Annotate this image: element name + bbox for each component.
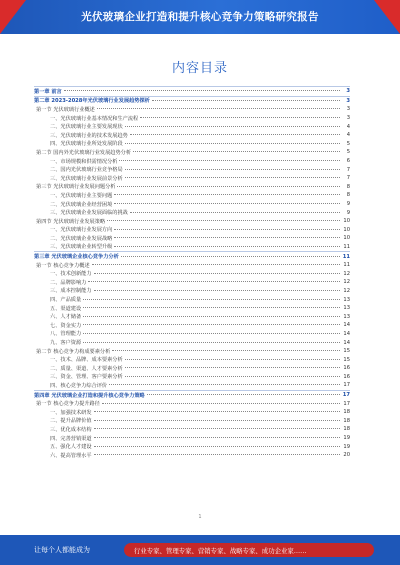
toc-entry[interactable] xyxy=(34,131,350,140)
toc-leader-dots xyxy=(130,211,340,213)
toc-leader-dots xyxy=(92,263,340,265)
toc-entry[interactable] xyxy=(34,191,350,200)
toc-entry-label: 六、人才储备 xyxy=(50,314,82,321)
toc-entry-label: 第一节 光伏玻璃行业概述 xyxy=(36,106,95,113)
toc-entry-label: 二、品牌影响力 xyxy=(50,279,87,286)
toc-entry-page: 13 xyxy=(343,305,350,312)
toc-entry-page: 7 xyxy=(346,175,350,182)
toc-entry-label: 一、光伏玻璃行业基本情况和生产流程 xyxy=(50,115,139,122)
toc-entry-label: 第一章 前言 xyxy=(34,88,62,95)
toc-entry[interactable] xyxy=(34,157,350,166)
report-title: 光伏玻璃企业打造和提升核心竞争力策略研究报告 xyxy=(81,11,319,23)
toc-entry-page: 3 xyxy=(346,97,350,104)
toc-entry[interactable] xyxy=(34,269,350,278)
toc-leader-dots xyxy=(83,298,340,300)
toc-entry-label: 二、光伏玻璃行业主要发展现状 xyxy=(50,124,123,131)
toc-leader-dots xyxy=(97,107,340,109)
toc-entry-page: 10 xyxy=(343,235,350,242)
toc-entry-label: 五、渠道建设 xyxy=(50,305,82,312)
toc-entry-page: 14 xyxy=(343,322,350,329)
toc-entry-page: 15 xyxy=(343,348,350,355)
toc-entry[interactable] xyxy=(34,451,350,460)
toc-entry-page: 20 xyxy=(343,452,350,459)
toc-leader-dots xyxy=(83,323,340,325)
toc-entry-label: 三、成本控制能力 xyxy=(50,288,92,295)
toc-entry-page: 18 xyxy=(343,417,350,424)
toc-entry-page: 9 xyxy=(346,209,350,216)
toc-entry-label: 八、管理能力 xyxy=(50,331,82,338)
footer-pill-text: 行业专家、管理专家、营销专家、战略专家、成功企业家…… xyxy=(134,547,307,555)
toc-entry-page: 6 xyxy=(346,158,350,165)
toc-leader-dots xyxy=(140,116,340,118)
toc-entry[interactable] xyxy=(34,425,350,434)
toc-leader-dots xyxy=(125,375,340,377)
table-of-contents xyxy=(34,86,350,460)
toc-entry-page: 16 xyxy=(343,365,350,372)
toc-entry[interactable] xyxy=(34,122,350,131)
toc-entry[interactable] xyxy=(34,330,350,339)
toc-entry-label: 五、强化人才建设 xyxy=(50,444,92,451)
toc-entry-page: 7 xyxy=(346,166,350,173)
toc-entry[interactable] xyxy=(34,140,350,149)
toc-entry[interactable] xyxy=(34,304,350,313)
toc-leader-dots xyxy=(125,125,340,127)
toc-entry-label: 二、提升品牌价值 xyxy=(50,418,92,425)
toc-entry-label: 七、资金实力 xyxy=(50,322,82,329)
toc-leader-dots xyxy=(133,150,340,152)
toc-entry[interactable] xyxy=(34,148,350,157)
toc-leader-dots xyxy=(83,315,340,317)
toc-entry-page: 14 xyxy=(343,330,350,337)
toc-entry-page: 17 xyxy=(342,392,350,399)
toc-entry-page: 10 xyxy=(343,218,350,225)
toc-entry[interactable] xyxy=(34,390,350,400)
toc-entry-label: 第一节 核心竞争力提升路径 xyxy=(36,401,100,408)
toc-entry-page: 13 xyxy=(343,296,350,303)
toc-entry-label: 第一节 核心竞争力概述 xyxy=(36,262,90,269)
toc-entry-label: 第二章 2023-2028年光伏玻璃行业发展趋势探析 xyxy=(34,98,150,105)
toc-leader-dots xyxy=(107,219,340,221)
toc-heading: 内容目录 xyxy=(171,61,228,76)
header-accent-left xyxy=(0,0,26,34)
toc-entry-label: 三、光伏玻璃企业转型升级 xyxy=(50,244,113,251)
toc-entry-page: 11 xyxy=(343,262,350,269)
toc-entry[interactable] xyxy=(34,278,350,287)
toc-leader-dots xyxy=(64,89,340,91)
toc-leader-dots xyxy=(94,410,340,412)
toc-entry-label: 二、光伏玻璃企业发展战略 xyxy=(50,235,113,242)
toc-entry[interactable] xyxy=(34,399,350,408)
toc-leader-dots xyxy=(112,349,340,351)
toc-entry[interactable] xyxy=(34,174,350,183)
footer-slogan: 让每个人都能成为 xyxy=(34,546,90,554)
toc-entry[interactable] xyxy=(34,295,350,304)
toc-entry-label: 四、产品质量 xyxy=(50,297,82,304)
toc-leader-dots xyxy=(83,306,340,308)
toc-entry[interactable] xyxy=(34,408,350,417)
toc-leader-dots xyxy=(117,185,340,187)
toc-entry[interactable] xyxy=(34,347,350,356)
toc-entry-label: 第二节 国内外光伏玻璃行业发展趋势分析 xyxy=(36,149,132,156)
toc-entry-page: 19 xyxy=(343,443,350,450)
toc-entry[interactable] xyxy=(34,226,350,235)
toc-entry[interactable] xyxy=(34,251,350,261)
footer-pill xyxy=(124,543,374,557)
toc-leader-dots xyxy=(121,255,340,257)
toc-entry-page: 17 xyxy=(343,400,350,407)
footer-banner xyxy=(0,535,400,565)
toc-entry[interactable] xyxy=(34,165,350,174)
toc-entry-label: 第三节 光伏玻璃行业发展问题分析 xyxy=(36,184,116,191)
toc-entry-page: 4 xyxy=(346,132,350,139)
header-accent-right xyxy=(374,0,400,34)
toc-leader-dots xyxy=(152,99,340,101)
toc-leader-dots xyxy=(147,393,340,395)
toc-entry-label: 二、国内光伏玻璃行业竞争格局 xyxy=(50,167,123,174)
toc-leader-dots xyxy=(125,358,340,360)
toc-leader-dots xyxy=(130,133,340,135)
toc-entry[interactable] xyxy=(34,114,350,123)
toc-entry[interactable] xyxy=(34,105,350,114)
toc-entry-label: 第二节 核心竞争力构成要素分析 xyxy=(36,348,111,355)
toc-entry-page: 15 xyxy=(343,356,350,363)
toc-entry-label: 一、技术、品牌、成本要素分析 xyxy=(50,357,123,364)
toc-entry[interactable] xyxy=(34,364,350,373)
toc-entry-label: 第四节 光伏玻璃行业发展策略 xyxy=(36,218,106,225)
toc-entry-label: 三、优化成本结构 xyxy=(50,426,92,433)
toc-entry[interactable] xyxy=(34,96,350,106)
toc-entry[interactable] xyxy=(34,234,350,243)
toc-entry[interactable] xyxy=(34,355,350,364)
toc-entry[interactable] xyxy=(34,338,350,347)
toc-entry-page: 3 xyxy=(346,88,350,95)
toc-entry-page: 10 xyxy=(343,226,350,233)
toc-entry[interactable] xyxy=(34,434,350,443)
toc-entry-page: 12 xyxy=(343,270,350,277)
toc-leader-dots xyxy=(125,366,340,368)
toc-entry-label: 第四章 光伏玻璃企业打造和提升核心竞争力策略 xyxy=(34,392,145,399)
toc-entry-label: 一、技术创新能力 xyxy=(50,271,92,278)
toc-entry-page: 17 xyxy=(343,382,350,389)
toc-entry-page: 14 xyxy=(343,339,350,346)
toc-entry-label: 二、质量、渠道、人才要素分析 xyxy=(50,365,123,372)
toc-entry-label: 三、光伏玻璃行业的技术发展趋势 xyxy=(50,132,128,139)
toc-entry-page: 19 xyxy=(343,435,350,442)
toc-entry[interactable] xyxy=(34,208,350,217)
toc-leader-dots xyxy=(83,341,340,343)
toc-entry-page: 18 xyxy=(343,426,350,433)
toc-entry-page: 12 xyxy=(343,287,350,294)
toc-entry-label: 第三章 光伏玻璃企业核心竞争力分析 xyxy=(34,254,119,261)
toc-leader-dots xyxy=(109,383,340,385)
toc-leader-dots xyxy=(88,280,340,282)
toc-entry-page: 16 xyxy=(343,373,350,380)
toc-entry-page: 3 xyxy=(346,115,350,122)
toc-entry-page: 18 xyxy=(343,409,350,416)
toc-entry[interactable] xyxy=(34,287,350,296)
toc-leader-dots xyxy=(114,202,340,204)
toc-leader-dots xyxy=(94,436,340,438)
toc-entry-page: 8 xyxy=(346,192,350,199)
toc-entry-page: 11 xyxy=(343,243,350,250)
toc-entry[interactable] xyxy=(34,200,350,209)
toc-leader-dots xyxy=(114,245,340,247)
toc-entry-label: 一、加强技术研发 xyxy=(50,409,92,416)
toc-entry[interactable] xyxy=(34,312,350,321)
toc-leader-dots xyxy=(125,176,340,178)
toc-entry[interactable] xyxy=(34,183,350,192)
toc-entry-page: 3 xyxy=(346,106,350,113)
toc-leader-dots xyxy=(114,228,340,230)
toc-leader-dots xyxy=(94,453,340,455)
toc-leader-dots xyxy=(94,445,340,447)
toc-entry[interactable] xyxy=(34,321,350,330)
toc-entry[interactable] xyxy=(34,381,350,390)
toc-entry[interactable] xyxy=(34,442,350,451)
toc-entry-page: 9 xyxy=(346,201,350,208)
toc-entry[interactable] xyxy=(34,217,350,226)
toc-entry-label: 三、光伏玻璃企业发展面临的挑战 xyxy=(50,210,128,217)
toc-leader-dots xyxy=(114,236,340,238)
toc-entry-label: 九、客户资源 xyxy=(50,340,82,347)
toc-leader-dots xyxy=(94,419,340,421)
toc-entry-page: 11 xyxy=(342,253,350,260)
toc-entry-label: 四、光伏玻璃行业所处发展阶段 xyxy=(50,141,123,148)
toc-leader-dots xyxy=(94,272,340,274)
toc-entry-page: 5 xyxy=(346,149,350,156)
toc-entry-page: 13 xyxy=(343,313,350,320)
toc-leader-dots xyxy=(125,168,340,170)
toc-entry[interactable] xyxy=(34,373,350,382)
toc-leader-dots xyxy=(83,332,340,334)
toc-leader-dots xyxy=(125,142,340,144)
toc-entry-label: 一、市场规模和供需情况分析 xyxy=(50,158,118,165)
toc-entry-page: 5 xyxy=(346,140,350,147)
toc-entry-label: 二、光伏玻璃企业经营困境 xyxy=(50,201,113,208)
toc-entry-page: 4 xyxy=(346,123,350,130)
toc-entry[interactable] xyxy=(34,86,350,96)
toc-entry[interactable] xyxy=(34,261,350,270)
toc-entry[interactable] xyxy=(34,417,350,426)
toc-entry[interactable] xyxy=(34,243,350,252)
toc-entry-label: 一、光伏玻璃行业发展方向 xyxy=(50,227,113,234)
page-number: 1 xyxy=(198,514,202,520)
toc-entry-label: 四、核心竞争力综合评价 xyxy=(50,382,108,389)
toc-entry-page: 12 xyxy=(343,279,350,286)
toc-entry-label: 一、光伏玻璃行业主要问题 xyxy=(50,192,113,199)
toc-entry-label: 三、资金、管理、客户要素分析 xyxy=(50,374,123,381)
toc-entry-label: 三、光伏玻璃行业发展前景分析 xyxy=(50,175,123,182)
toc-entry-label: 六、提高管理水平 xyxy=(50,452,92,459)
toc-entry-page: 8 xyxy=(346,183,350,190)
toc-leader-dots xyxy=(119,159,340,161)
toc-entry-label: 四、完善营销渠道 xyxy=(50,435,92,442)
toc-leader-dots xyxy=(94,427,340,429)
toc-leader-dots xyxy=(102,402,340,404)
toc-leader-dots xyxy=(114,193,340,195)
header-banner xyxy=(0,0,400,34)
toc-leader-dots xyxy=(94,289,340,291)
